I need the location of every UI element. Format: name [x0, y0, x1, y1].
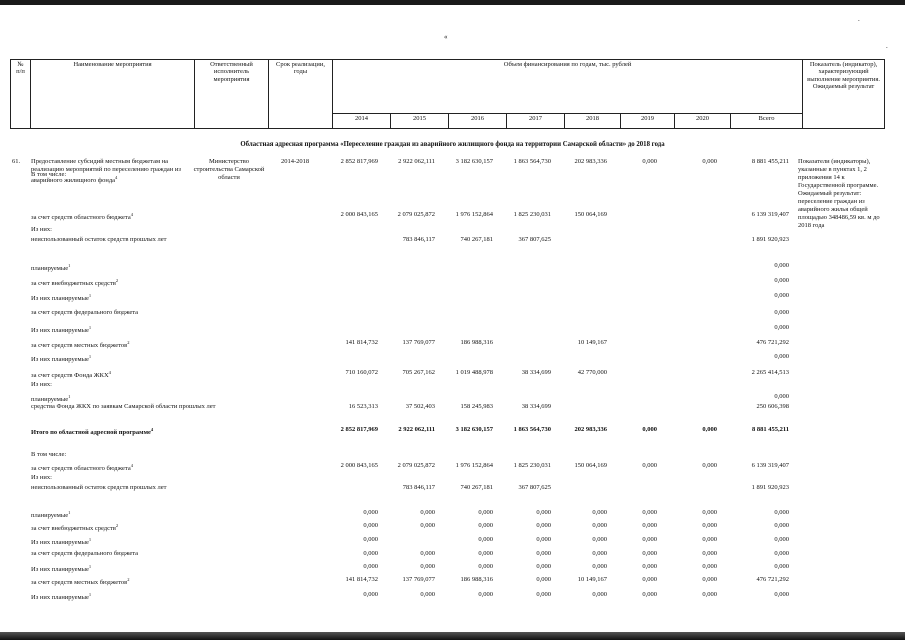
amount-cell: 0,000	[774, 591, 789, 598]
row-label	[31, 381, 191, 389]
page-mark: .	[858, 15, 860, 23]
row-label-text: за счет внебюджетных средств	[31, 280, 116, 288]
amount-cell: 367 807,625	[518, 484, 551, 491]
row-label-text: В том числе:	[31, 451, 67, 458]
amount-cell: 0,000	[702, 576, 717, 583]
amount-cell: 1 976 152,864	[455, 462, 493, 469]
amount-cell: 0,000	[536, 536, 551, 543]
row-label	[31, 369, 191, 380]
row-label	[31, 563, 191, 574]
amount-cell: 0,000	[592, 509, 607, 516]
amount-cell: 0,000	[702, 550, 717, 557]
amount-cell: 0,000	[478, 591, 493, 598]
amount-cell: 0,000	[702, 536, 717, 543]
amount-cell: 6 139 319,407	[751, 211, 789, 218]
row-label-text: В том числе:	[31, 171, 67, 178]
row-label-text: Из них планируемые	[31, 356, 89, 364]
amount-cell: 0,000	[642, 550, 657, 557]
amount-cell: 705 267,162	[402, 369, 435, 376]
amount-cell: 150 064,169	[574, 462, 607, 469]
row-label	[31, 426, 191, 437]
amount-cell: 250 606,398	[756, 403, 789, 410]
funding-row	[0, 462, 905, 474]
funding-row	[0, 591, 905, 603]
amount-cell: 0,000	[478, 563, 493, 570]
funding-row	[0, 309, 905, 321]
amount-cell: 0,000	[536, 563, 551, 570]
col-name-header: Наименование мероприятия	[31, 60, 195, 129]
amount-cell: 1 863 564,730	[513, 426, 551, 433]
funding-row	[0, 353, 905, 365]
footnote-mark: 1	[88, 354, 92, 359]
amount-cell: 2 852 817,969	[340, 426, 378, 433]
funding-row	[0, 277, 905, 289]
amount-cell: 0,000	[702, 426, 717, 433]
row-label-text: за счет средств местных бюджетов	[31, 579, 128, 587]
year-header: 2019	[621, 114, 675, 129]
scan-bottom-edge	[0, 632, 905, 640]
row-label-text: за счет средств федерального бюджета	[31, 550, 139, 557]
row-label	[31, 550, 191, 558]
amount-cell: 0,000	[592, 563, 607, 570]
year-header: Всего	[731, 114, 803, 129]
amount-cell: 202 983,336	[574, 158, 607, 165]
row-label-text: планируемые	[31, 265, 69, 273]
footnote-mark: 1	[88, 537, 92, 542]
row-label	[31, 262, 191, 273]
funding-row	[0, 339, 905, 351]
amount-cell: 0,000	[536, 550, 551, 557]
amount-cell: 0,000	[774, 563, 789, 570]
amount-cell: 2 079 025,872	[397, 462, 435, 469]
item-responsible: Министерство строительства Самарской области	[193, 158, 265, 181]
row-label-text: средства Фонда ЖКХ по заявкам Самарской области прошлых лет	[31, 403, 216, 410]
footnote-mark: 1	[68, 263, 71, 268]
amount-cell: 0,000	[774, 292, 789, 299]
amount-cell: 141 814,732	[345, 339, 378, 346]
footnote-mark: 2	[115, 278, 119, 283]
funding-row	[0, 522, 905, 534]
row-label	[31, 226, 191, 234]
amount-cell: 141 814,732	[345, 576, 378, 583]
footnote-mark: 2	[115, 523, 119, 528]
amount-cell: 1 825 230,031	[513, 462, 551, 469]
row-label-text: планируемые	[31, 396, 69, 404]
funding-row	[0, 403, 905, 415]
amount-cell: 0,000	[420, 509, 435, 516]
amount-cell: 2 000 843,165	[340, 211, 378, 218]
amount-cell: 202 983,336	[574, 426, 607, 433]
footnote-mark: 4	[130, 212, 133, 217]
amount-cell: 10 149,167	[577, 576, 607, 583]
amount-cell: 0,000	[478, 550, 493, 557]
amount-cell: 783 846,117	[402, 236, 435, 243]
funding-row	[0, 426, 905, 438]
funding-row	[0, 158, 905, 170]
amount-cell: 1 891 920,923	[751, 236, 789, 243]
funding-row	[0, 262, 905, 274]
amount-cell: 0,000	[363, 563, 378, 570]
amount-cell: 0,000	[420, 550, 435, 557]
item-period: 2014-2018	[281, 158, 310, 165]
amount-cell: 16 523,313	[348, 403, 378, 410]
amount-cell: 710 160,072	[345, 369, 378, 376]
amount-cell: 476 721,292	[756, 339, 789, 346]
year-header: 2018	[565, 114, 621, 129]
footnote-mark: 2	[127, 577, 130, 582]
funding-row	[0, 211, 905, 223]
item-name-text: Предоставление субсидий местным бюджетам на реализацию мероприятий по переселению граждан из аварийного жилищного фонда	[31, 158, 181, 185]
amount-cell: 150 064,169	[574, 211, 607, 218]
amount-cell: 0,000	[592, 536, 607, 543]
scan-top-edge	[0, 0, 905, 5]
amount-cell: 0,000	[592, 522, 607, 529]
amount-cell: 0,000	[702, 591, 717, 598]
amount-cell: 0,000	[536, 591, 551, 598]
amount-cell: 0,000	[702, 462, 717, 469]
amount-cell: 0,000	[702, 522, 717, 529]
amount-cell: 3 182 630,157	[455, 158, 493, 165]
row-label	[31, 509, 191, 520]
col-period-header: Срок реализации, годы	[269, 60, 333, 129]
amount-cell: 0,000	[774, 550, 789, 557]
row-label-text: неиспользованный остаток средств прошлых лет	[31, 236, 167, 243]
row-label-text: за счет средств местных бюджетов	[31, 342, 128, 350]
amount-cell: 0,000	[642, 536, 657, 543]
amount-cell: 0,000	[642, 426, 657, 433]
amount-cell: 2 852 817,969	[340, 158, 378, 165]
page-mark: «	[444, 33, 448, 41]
footnote-mark: 4	[150, 427, 154, 432]
funding-row	[0, 550, 905, 562]
amount-cell: 0,000	[774, 393, 789, 400]
row-label	[31, 309, 191, 317]
amount-cell: 740 267,181	[460, 236, 493, 243]
amount-cell: 0,000	[420, 591, 435, 598]
row-label	[31, 522, 191, 533]
row-label-text: Из них планируемые	[31, 566, 89, 574]
row-label	[31, 353, 191, 364]
row-label-text: за счет внебюджетных средств	[31, 525, 116, 533]
amount-cell: 37 502,403	[405, 403, 435, 410]
amount-cell: 10 149,167	[577, 339, 607, 346]
amount-cell: 2 000 843,165	[340, 462, 378, 469]
amount-cell: 0,000	[420, 522, 435, 529]
year-header: 2020	[675, 114, 731, 129]
footnote-mark: 1	[68, 510, 71, 515]
footnote-mark: 1	[88, 592, 92, 597]
amount-cell: 137 769,077	[402, 339, 435, 346]
amount-cell: 0,000	[536, 576, 551, 583]
row-label	[31, 462, 191, 473]
row-label	[31, 536, 191, 547]
row-label	[31, 211, 191, 222]
amount-cell: 0,000	[642, 563, 657, 570]
row-label	[31, 403, 216, 411]
row-label-text: планируемые	[31, 512, 69, 520]
row-label	[31, 292, 191, 303]
row-label	[31, 277, 191, 288]
item-indicator: Показатели (индикаторы), указанные в пунктах 1, 2 приложения 14 к Государственной программе. Ожидаемый результат: переселение граждан из аварийного жилья общей площадью 348486,59 кв. м до 2018 года	[798, 158, 880, 229]
amount-cell: 1 976 152,864	[455, 211, 493, 218]
amount-cell: 158 245,983	[460, 403, 493, 410]
amount-cell: 1 825 230,031	[513, 211, 551, 218]
amount-cell: 0,000	[702, 509, 717, 516]
row-label-text: Из них планируемые	[31, 594, 89, 602]
col-funding-header: Объем финансирования по годам, тыс. рублей	[333, 60, 803, 114]
amount-cell: 0,000	[642, 158, 657, 165]
row-label	[31, 324, 191, 335]
year-header: 2016	[449, 114, 507, 129]
funding-row	[0, 509, 905, 521]
amount-cell: 8 881 455,211	[751, 426, 789, 433]
amount-cell: 186 988,316	[460, 576, 493, 583]
amount-cell: 0,000	[420, 563, 435, 570]
year-header: 2014	[333, 114, 391, 129]
amount-cell: 0,000	[536, 509, 551, 516]
footnote-mark: 1	[88, 564, 92, 569]
funding-row	[0, 171, 905, 183]
footnote-mark: 1	[88, 325, 92, 330]
amount-cell: 0,000	[478, 522, 493, 529]
row-label-text: Из них:	[31, 226, 52, 233]
amount-cell: 0,000	[592, 591, 607, 598]
program-title: Областная адресная программа «Переселение граждан из аварийного жилищного фонда на территории Самарской области» до 2018 года	[240, 141, 665, 148]
amount-cell: 0,000	[774, 309, 789, 316]
footnote-mark: 1	[68, 394, 71, 399]
row-label-text: за счет средств федерального бюджета	[31, 309, 139, 316]
footnote-mark: 2	[127, 340, 130, 345]
amount-cell: 0,000	[592, 550, 607, 557]
row-label-text: Из них планируемые	[31, 539, 89, 547]
footnote-mark: 4	[130, 463, 133, 468]
amount-cell: 0,000	[363, 591, 378, 598]
amount-cell: 0,000	[774, 277, 789, 284]
amount-cell: 0,000	[642, 509, 657, 516]
amount-cell: 367 807,625	[518, 236, 551, 243]
amount-cell: 2 922 062,111	[398, 426, 435, 433]
footnote-mark: 4	[108, 370, 111, 375]
row-label-text: Из них:	[31, 381, 52, 388]
amount-cell: 0,000	[774, 262, 789, 269]
amount-cell: 1 019 488,978	[455, 369, 493, 376]
amount-cell: 2 079 025,872	[397, 211, 435, 218]
amount-cell: 0,000	[702, 158, 717, 165]
page-mark: .	[886, 42, 888, 50]
amount-cell: 0,000	[642, 522, 657, 529]
row-label-text: Из них:	[31, 474, 52, 481]
amount-cell: 2 922 062,111	[398, 158, 435, 165]
amount-cell: 3 182 630,157	[455, 426, 493, 433]
funding-row	[0, 536, 905, 548]
row-label-text: Итого по областной адресной программе	[31, 429, 151, 437]
col-num-header: № п/п	[11, 60, 31, 129]
funding-row	[0, 236, 905, 248]
amount-cell: 6 139 319,407	[751, 462, 789, 469]
amount-cell: 783 846,117	[402, 484, 435, 491]
amount-cell: 38 334,699	[521, 369, 551, 376]
amount-cell: 0,000	[478, 536, 493, 543]
amount-cell: 1 891 920,923	[751, 484, 789, 491]
col-responsible-header: Ответственный исполнитель мероприятия	[195, 60, 269, 129]
item-number: 61.	[12, 158, 21, 165]
row-label	[31, 576, 191, 587]
amount-cell: 476 721,292	[756, 576, 789, 583]
header-table	[10, 59, 885, 129]
row-label-text: Из них планируемые	[31, 295, 89, 303]
funding-row	[0, 369, 905, 381]
amount-cell: 0,000	[642, 591, 657, 598]
funding-row	[0, 563, 905, 575]
row-label	[31, 339, 191, 350]
amount-cell: 0,000	[774, 324, 789, 331]
funding-row	[0, 324, 905, 336]
amount-cell: 0,000	[774, 509, 789, 516]
row-label	[31, 451, 191, 459]
amount-cell: 1 863 564,730	[513, 158, 551, 165]
amount-cell: 0,000	[702, 563, 717, 570]
amount-cell: 2 265 414,513	[751, 369, 789, 376]
amount-cell: 0,000	[363, 509, 378, 516]
footnote-mark: 4	[115, 175, 118, 180]
amount-cell: 0,000	[363, 522, 378, 529]
row-label	[31, 474, 191, 482]
row-label	[31, 236, 191, 244]
row-label-text: Из них планируемые	[31, 327, 89, 335]
amount-cell: 0,000	[774, 353, 789, 360]
amount-cell: 0,000	[536, 522, 551, 529]
funding-row	[0, 292, 905, 304]
row-label	[31, 484, 191, 492]
amount-cell: 38 334,699	[521, 403, 551, 410]
amount-cell: 0,000	[363, 536, 378, 543]
year-header: 2015	[391, 114, 449, 129]
year-header: 2017	[507, 114, 565, 129]
amount-cell: 137 769,077	[402, 576, 435, 583]
amount-cell: 0,000	[363, 550, 378, 557]
amount-cell: 740 267,181	[460, 484, 493, 491]
row-label-text: за счет средств областного бюджета	[31, 214, 131, 222]
row-label-text: за счет средств Фонда ЖКХ	[31, 372, 109, 380]
funding-row	[0, 484, 905, 496]
row-label	[31, 591, 191, 602]
amount-cell: 0,000	[642, 462, 657, 469]
row-label-text: неиспользованный остаток средств прошлых лет	[31, 484, 167, 491]
funding-row	[0, 576, 905, 588]
amount-cell: 0,000	[774, 522, 789, 529]
amount-cell: 0,000	[774, 536, 789, 543]
col-indicator-header: Показатель (индикатор), характеризующий выполнение мероприятия. Ожидаемый результат	[803, 60, 885, 129]
amount-cell: 0,000	[642, 576, 657, 583]
footnote-mark: 1	[88, 293, 92, 298]
amount-cell: 186 988,316	[460, 339, 493, 346]
row-label	[31, 171, 191, 179]
amount-cell: 42 770,000	[577, 369, 607, 376]
funding-row	[0, 381, 905, 393]
amount-cell: 0,000	[478, 509, 493, 516]
amount-cell: 8 881 455,211	[751, 158, 789, 165]
row-label-text: за счет средств областного бюджета	[31, 465, 131, 473]
